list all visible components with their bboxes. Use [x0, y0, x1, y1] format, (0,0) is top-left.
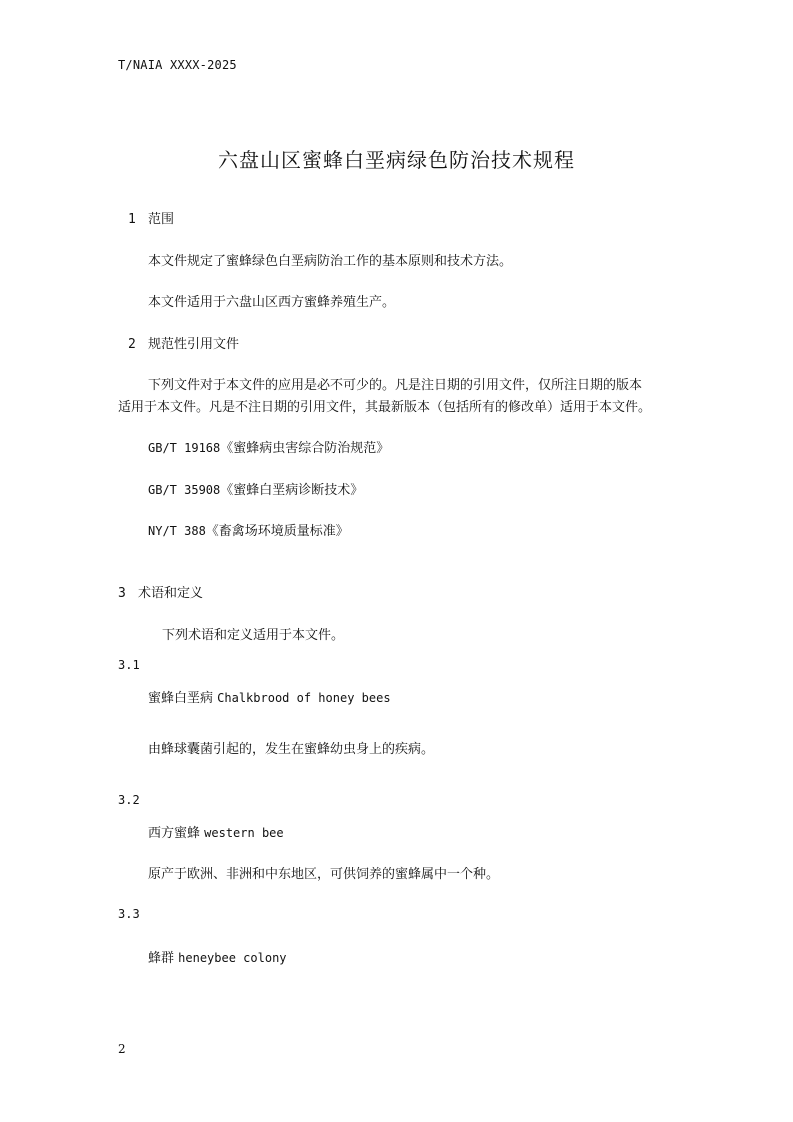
reference-code: GB/T 35908	[148, 483, 221, 497]
reference-item	[148, 437, 389, 456]
section-heading-scope	[128, 208, 174, 227]
term-entry	[148, 947, 287, 966]
document-title: 六盘山区蜜蜂白垩病绿色防治技术规程	[218, 148, 575, 172]
section-number: 2	[128, 337, 136, 352]
reference-code: GB/T 19168	[148, 441, 221, 455]
reference-item	[148, 520, 349, 539]
term-definition: 由蜂球囊菌引起的，发生在蜜蜂幼虫身上的疾病。	[148, 742, 435, 757]
document-code-header: T/NAIA XXXX-2025	[118, 58, 237, 72]
normative-paragraph-line-2: 适用于本文件。凡是不注日期的引用文件，其最新版本（包括所有的修改单）适用于本文件。	[118, 400, 652, 415]
term-entry	[148, 822, 284, 841]
scope-paragraph-1: 本文件规定了蜜蜂绿色白垩病防治工作的基本原则和技术方法。	[148, 254, 513, 269]
term-chinese: 蜂群	[148, 951, 175, 966]
terms-intro-paragraph: 下列术语和定义适用于本文件。	[162, 628, 345, 643]
term-number: 3.3	[118, 907, 140, 921]
reference-title: 《蜜蜂病虫害综合防治规范》	[220, 441, 390, 456]
section-heading-normative-references	[128, 333, 239, 352]
section-title: 规范性引用文件	[148, 337, 240, 352]
term-chinese: 西方蜜蜂	[148, 826, 201, 841]
reference-title: 《蜜蜂白垩病诊断技术》	[220, 483, 364, 498]
section-title: 范围	[148, 212, 175, 227]
normative-paragraph-line-1: 下列文件对于本文件的应用是必不可少的。凡是注日期的引用文件，仅所注日期的版本	[148, 378, 643, 393]
reference-item	[148, 479, 363, 498]
term-definition: 原产于欧洲、非洲和中东地区，可供饲养的蜜蜂属中一个种。	[148, 867, 500, 882]
section-title: 术语和定义	[138, 586, 204, 601]
page-number: 2	[118, 1042, 126, 1056]
section-number: 3	[118, 586, 126, 601]
scope-paragraph-2: 本文件适用于六盘山区西方蜜蜂养殖生产。	[148, 295, 396, 310]
term-english: Chalkbrood of honey bees	[217, 691, 391, 705]
term-english: heneybee colony	[178, 951, 287, 965]
section-heading-terms	[118, 582, 203, 601]
reference-title: 《畜禽场环境质量标准》	[205, 524, 349, 539]
section-number: 1	[128, 212, 136, 227]
term-english: western bee	[204, 826, 284, 840]
reference-code: NY/T 388	[148, 524, 206, 538]
term-number: 3.2	[118, 793, 140, 807]
term-entry	[148, 687, 391, 706]
term-chinese: 蜜蜂白垩病	[148, 691, 214, 706]
term-number: 3.1	[118, 658, 140, 672]
